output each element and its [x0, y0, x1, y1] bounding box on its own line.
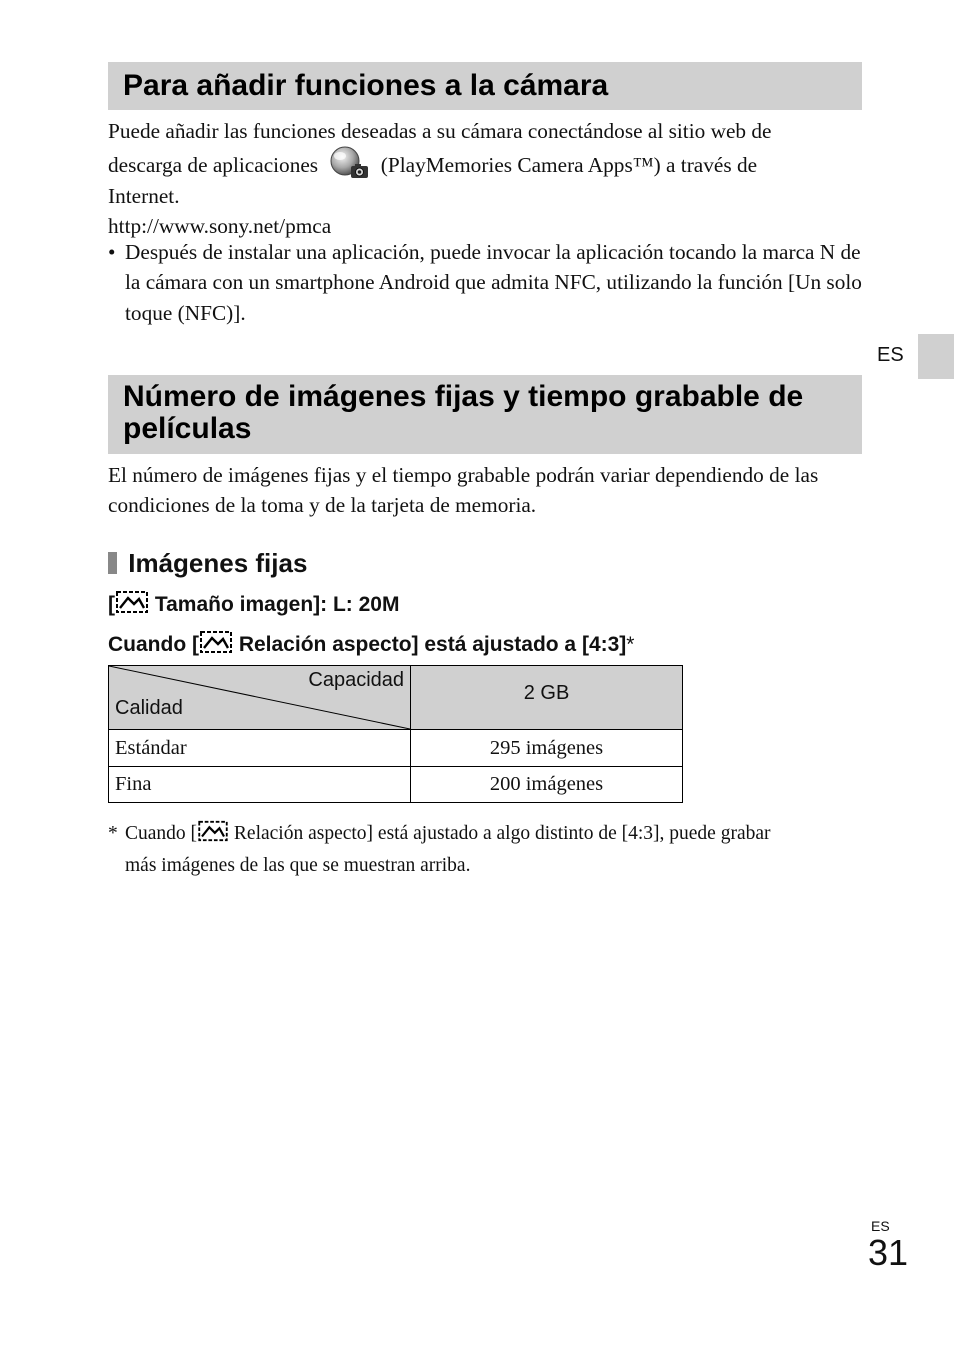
- table-row-value: 200 imágenes: [411, 767, 683, 803]
- footnote-line1: [125, 819, 868, 851]
- apps-paragraph-line3: Internet.: [108, 183, 180, 208]
- table-column-header: 2 GB: [411, 666, 683, 730]
- aspect-ratio-star: *: [626, 633, 635, 656]
- section-heading-count-line2: películas: [123, 412, 252, 445]
- side-tab-lang: ES: [877, 344, 904, 366]
- count-paragraph: El número de imágenes fijas y el tiempo grabable podrán variar dependiendo de las condiciones de la toma y de la tarjeta de memoria.: [108, 463, 819, 518]
- footnote-line2: más imágenes de las que se muestran arriba.: [125, 855, 471, 876]
- corner-quality-label: Calidad: [115, 697, 183, 719]
- table-row-quality: Fina: [109, 767, 411, 803]
- apps-paragraph-line2: [108, 146, 864, 180]
- page-lang-label: ES: [871, 1218, 890, 1234]
- playmemories-icon: [327, 146, 371, 176]
- apps-paragraph-line1: Puede añadir las funciones deseadas a su cámara conectándose al sitio web de: [108, 119, 772, 143]
- page-number: 31: [868, 1232, 909, 1273]
- still-images-subheading: [108, 546, 307, 580]
- footnote-star: *: [108, 823, 118, 844]
- image-size-label: Tamaño imagen]: L: 20M: [154, 593, 400, 616]
- section-heading-count: [108, 375, 862, 454]
- corner-capacity-label: Capacidad: [308, 669, 404, 691]
- section-heading-count-line1: Número de imágenes fijas y tiempo grabable de: [123, 380, 804, 413]
- table-row-value: 295 imágenes: [411, 730, 683, 767]
- capacity-table: [108, 665, 683, 803]
- aspect-ratio-icon: [199, 630, 233, 662]
- apps-bullet-text: Después de instalar una aplicación, puede invocar la aplicación tocando la marca N de la cámara con un smartphone Android que admita NFC, utilizando la función [Un solo toque (NFC)].: [125, 240, 862, 325]
- apps-paragraph-line2a: descarga de aplicaciones: [108, 153, 319, 178]
- table-row-quality: Estándar: [109, 730, 411, 767]
- table-row: [109, 730, 683, 767]
- table-corner-cell: [109, 666, 411, 730]
- apps-bullet: [108, 237, 864, 328]
- section-heading-apps: Para añadir funciones a la cámara: [108, 62, 862, 110]
- bullet-dot: •: [108, 240, 116, 264]
- apps-paragraph-line2b: (PlayMemories Camera Apps™) a través de: [380, 153, 758, 178]
- footnote-pre: Cuando [: [125, 823, 198, 844]
- table-header-row: [109, 666, 683, 730]
- footnote: [108, 819, 868, 880]
- image-size-line: [108, 590, 399, 622]
- apps-paragraph: [108, 116, 864, 242]
- aspect-ratio-pre: Cuando [: [108, 633, 199, 656]
- table-row: [109, 767, 683, 803]
- aspect-ratio-line: [108, 630, 634, 662]
- still-images-subheading-text: Imágenes fijas: [128, 548, 308, 578]
- side-tab-marker: [918, 334, 954, 379]
- footnote-text1: Relación aspecto] está ajustado a algo distinto de [4:3], puede grabar: [233, 823, 771, 844]
- image-size-icon: [115, 590, 149, 622]
- image-size-open: [: [108, 593, 115, 616]
- apps-url[interactable]: http://www.sony.net/pmca: [108, 214, 332, 239]
- footnote-aspect-icon: [197, 820, 229, 851]
- subheading-marker: [108, 552, 117, 574]
- aspect-ratio-label: Relación aspecto] está ajustado a [4:3]: [238, 633, 627, 656]
